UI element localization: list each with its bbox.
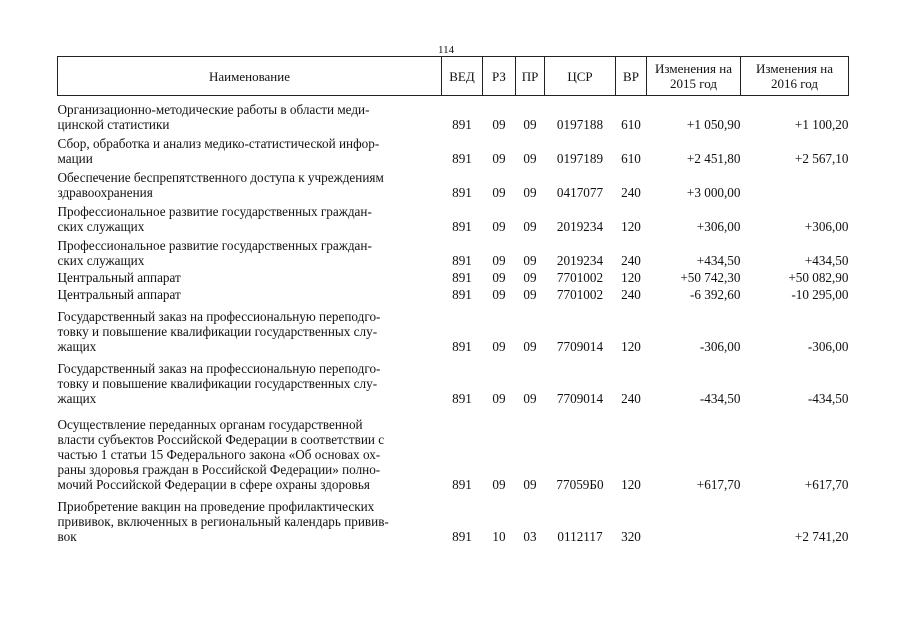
row-name — [58, 166, 442, 200]
row-change-2016 — [741, 166, 849, 200]
row-csr: 0417077 — [556, 184, 604, 200]
row-name-line: товку и повышение квалификации государственных слу- — [57, 375, 378, 391]
row-ved: 891 — [452, 528, 472, 544]
row-change-2016: +1 100,20 — [794, 116, 849, 132]
row-name-line: Приобретение вакцин на проведение профилактических — [57, 498, 375, 514]
row-rz: 10 — [492, 528, 506, 544]
header-change-2016: Изменения на 2016 год — [741, 57, 849, 96]
row-name-line: Сбор, обработка и анализ медико-статистической инфор- — [57, 135, 380, 151]
row-pr: 09 — [523, 390, 537, 406]
row-vr: 120 — [621, 218, 641, 234]
row-rz: 09 — [492, 150, 506, 166]
row-change-2015: +617,70 — [696, 476, 741, 492]
row-name-line: мации — [57, 150, 93, 166]
row-change-2015: +306,00 — [696, 218, 741, 234]
row-name-line: цинской статистики — [57, 116, 170, 132]
header-change-2015: Изменения на 2015 год — [647, 57, 741, 96]
row-vr: 120 — [621, 269, 641, 285]
row-name-line: Осуществление переданных органам государственной — [57, 416, 363, 432]
row-change-2016: +617,70 — [804, 476, 849, 492]
header-pr: ПР — [516, 57, 545, 96]
row-change-2015: +2 451,80 — [686, 150, 741, 166]
row-pr: 09 — [523, 150, 537, 166]
row-ved: 891 — [452, 390, 472, 406]
row-name-line: Государственный заказ на профессиональную переподго- — [57, 308, 381, 324]
header-vr: ВР — [616, 57, 647, 96]
row-pr: 09 — [523, 116, 537, 132]
row-vr: 240 — [621, 184, 641, 200]
row-pr: 03 — [523, 528, 537, 544]
row-vr: 320 — [621, 528, 641, 544]
row-change-2016: -434,50 — [807, 390, 849, 406]
row-vr: 240 — [621, 390, 641, 406]
row-rz: 09 — [492, 218, 506, 234]
row-name-line: Профессиональное развитие государственных граждан- — [57, 203, 372, 219]
row-name — [58, 200, 442, 234]
row-csr: 7701002 — [556, 286, 604, 302]
row-name-line: частью 1 статьи 15 Федерального закона «Об основах ох- — [57, 446, 381, 462]
row-rz: 09 — [492, 184, 506, 200]
row-pr: 09 — [523, 218, 537, 234]
row-ved: 891 — [452, 150, 472, 166]
row-pr: 09 — [523, 286, 537, 302]
row-rz: 09 — [492, 269, 506, 285]
table-row — [58, 166, 849, 200]
row-name — [58, 492, 442, 544]
row-name-line: прививок, включенных в региональный календарь привив- — [57, 513, 389, 529]
row-change-2016: +306,00 — [804, 218, 849, 234]
row-pr: 09 — [523, 476, 537, 492]
row-name — [58, 132, 442, 166]
table-row — [58, 234, 849, 268]
row-csr: 7709014 — [556, 338, 604, 354]
row-ved: 891 — [452, 252, 472, 268]
row-rz: 09 — [492, 116, 506, 132]
row-rz: 09 — [492, 252, 506, 268]
row-name-line: Организационно-методические работы в области меди- — [57, 101, 370, 117]
table-row — [58, 132, 849, 166]
row-name-line: ских служащих — [57, 218, 145, 234]
table-row — [58, 96, 849, 132]
row-name — [58, 302, 442, 354]
row-vr: 240 — [621, 252, 641, 268]
row-ved: 891 — [452, 286, 472, 302]
row-name — [58, 96, 442, 132]
budget-table — [57, 56, 849, 544]
row-ved: 891 — [452, 184, 472, 200]
row-name-line: жащих — [57, 390, 97, 406]
row-name-line: мочий Российской Федерации в сфере охраны здоровья — [57, 476, 370, 492]
row-change-2015: +434,50 — [696, 252, 741, 268]
table-row — [58, 200, 849, 234]
row-ved: 891 — [452, 338, 472, 354]
row-vr: 120 — [621, 338, 641, 354]
row-csr: 0197189 — [556, 150, 604, 166]
row-name — [58, 285, 442, 302]
row-name-line: вок — [57, 528, 77, 544]
row-name-line: жащих — [57, 338, 97, 354]
row-ved: 891 — [452, 269, 472, 285]
row-pr: 09 — [523, 338, 537, 354]
table-row — [58, 354, 849, 406]
row-change-2015: -6 392,60 — [689, 286, 741, 302]
row-csr: 0197188 — [556, 116, 604, 132]
header-csr: ЦСР — [545, 57, 616, 96]
row-name-line: власти субъектов Российской Федерации в соответствии с — [57, 431, 385, 447]
row-name — [58, 354, 442, 406]
row-name-line: Государственный заказ на профессиональную переподго- — [57, 360, 381, 376]
row-name-line: товку и повышение квалификации государственных слу- — [57, 323, 378, 339]
row-rz: 09 — [492, 338, 506, 354]
row-pr: 09 — [523, 269, 537, 285]
row-vr: 610 — [621, 150, 641, 166]
row-name — [58, 406, 442, 492]
row-change-2016: +50 082,90 — [788, 269, 849, 285]
row-rz: 09 — [492, 476, 506, 492]
header-name: Наименование — [58, 57, 442, 96]
row-vr: 240 — [621, 286, 641, 302]
row-vr: 610 — [621, 116, 641, 132]
row-ved: 891 — [452, 116, 472, 132]
row-csr: 0112117 — [557, 528, 603, 544]
row-csr: 2019234 — [556, 218, 604, 234]
row-name-line: ских служащих — [57, 252, 145, 268]
row-csr: 7709014 — [556, 390, 604, 406]
table-header-row — [58, 57, 849, 96]
row-vr: 120 — [621, 476, 641, 492]
table-row — [58, 268, 849, 285]
row-change-2015: +1 050,90 — [686, 116, 741, 132]
row-name-line: Обеспечение беспрепятственного доступа к учреждениям — [57, 169, 384, 185]
row-pr: 09 — [523, 252, 537, 268]
row-ved: 891 — [452, 218, 472, 234]
row-pr: 09 — [523, 184, 537, 200]
row-change-2016: +434,50 — [804, 252, 849, 268]
row-change-2015: -306,00 — [699, 338, 741, 354]
row-change-2016: +2 567,10 — [794, 150, 849, 166]
row-change-2015: +3 000,00 — [686, 184, 741, 200]
row-name-line: Профессиональное развитие государственных граждан- — [57, 237, 372, 253]
row-name-line: раны здоровья граждан в Российской Федерации» полно- — [57, 461, 381, 477]
row-name-line: здравоохранения — [57, 184, 153, 200]
table-row — [58, 285, 849, 302]
row-csr: 2019234 — [556, 252, 604, 268]
page-number: 114 — [438, 44, 455, 56]
row-rz: 09 — [492, 286, 506, 302]
row-change-2015 — [647, 492, 741, 544]
header-ved: ВЕД — [442, 57, 483, 96]
table-row — [58, 302, 849, 354]
row-name-line: Центральный аппарат — [57, 286, 181, 302]
header-rz: РЗ — [483, 57, 516, 96]
row-name — [58, 234, 442, 268]
row-change-2016: +2 741,20 — [794, 528, 849, 544]
table-row — [58, 406, 849, 492]
row-name-line: Центральный аппарат — [57, 269, 181, 285]
row-change-2016: -306,00 — [807, 338, 849, 354]
table-row — [58, 492, 849, 544]
row-csr: 7701002 — [556, 269, 604, 285]
row-change-2016: -10 295,00 — [791, 286, 849, 302]
row-csr: 77059Б0 — [556, 476, 604, 492]
row-name — [58, 268, 442, 285]
row-ved: 891 — [452, 476, 472, 492]
row-change-2015: +50 742,30 — [680, 269, 741, 285]
row-rz: 09 — [492, 390, 506, 406]
row-change-2015: -434,50 — [699, 390, 741, 406]
